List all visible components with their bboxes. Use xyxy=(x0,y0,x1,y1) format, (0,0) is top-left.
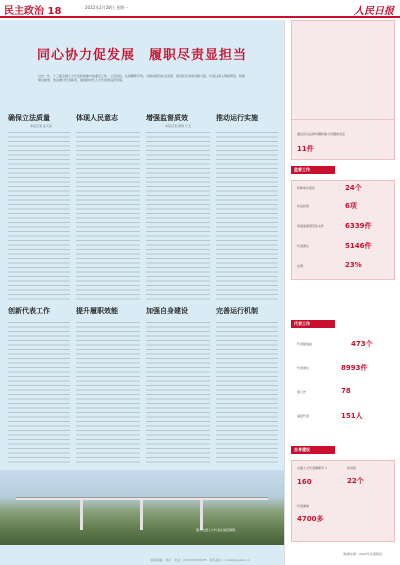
stat-label: 代表建议 xyxy=(297,244,310,248)
newspaper-logo: 人民日报 xyxy=(354,6,394,17)
stat-label: 项工作 xyxy=(297,390,307,394)
data-sidebar xyxy=(284,20,400,565)
section-heading-3: 增强监督质效 xyxy=(146,113,188,122)
page-footer: 版面编辑：贾沂 电话：(010)65363155 联系我们：rmrb@people.cn xyxy=(150,558,250,562)
section-heading-1: 确保立法质量 xyxy=(8,113,50,122)
stat-box-self-building xyxy=(291,460,395,542)
stat-number: 22个 xyxy=(347,477,364,485)
stat-number: 11件 xyxy=(297,145,314,153)
stat-label: 培训班 xyxy=(347,466,357,470)
stat-number: 24个 xyxy=(345,184,362,192)
sidebar-tag-self-building: 自身建设 xyxy=(291,446,335,454)
stat-box-deputies xyxy=(291,20,395,120)
stat-label: 比例 xyxy=(297,264,304,268)
stat-number: 5146件 xyxy=(345,242,372,250)
section-heading-8: 完善运行机制 xyxy=(216,306,258,315)
section-heading-6: 提升履职效能 xyxy=(76,306,118,315)
section-heading-7: 加强自身建设 xyxy=(146,306,188,315)
stat-number: 6项 xyxy=(345,202,357,210)
section-heading-4: 推动运行实施 xyxy=(216,113,258,122)
article-column-7 xyxy=(146,322,210,466)
stat-number: 4700多 xyxy=(297,515,324,523)
stat-label: 代表参加 xyxy=(297,504,310,508)
sidebar-tag-supervision: 监督工作 xyxy=(291,166,335,174)
stat-number: 160 xyxy=(297,478,312,486)
stat-label: 基层代表 xyxy=(297,414,310,418)
byline-3: 本报记者 徐隽 亓玉 xyxy=(165,124,191,128)
stat-number: 8993件 xyxy=(341,364,368,372)
stat-number: 473个 xyxy=(351,340,373,348)
stat-label: 执法检查 xyxy=(297,204,310,208)
article-column-5 xyxy=(8,322,70,466)
photo-caption: 图为全国人大代表在基层调研。 xyxy=(196,528,239,532)
stat-label: 全国人大代表履职学习 xyxy=(297,466,328,470)
section-heading-2: 体现人民意志 xyxy=(76,113,118,122)
article-column-4 xyxy=(216,132,278,300)
article-column-8 xyxy=(216,322,278,466)
article-column-6 xyxy=(76,322,140,466)
section-heading-5: 创新代表工作 xyxy=(8,306,50,315)
data-source: （数据来源：2022年全国两会） xyxy=(341,552,385,556)
article-column-1 xyxy=(8,132,70,300)
headline: 同心协力促发展 履职尽责显担当 xyxy=(36,48,247,63)
intro-text: 过去一年，十三届全国人大代表积极参与常委会工作，立足岗位，认真履职尽责，为推动经济社会发展、促进民生改善贡献力量。代表们深入调查研究，积极建言献策，依法履行代表职责，展现新时代人大代表的良好风貌。 xyxy=(38,74,246,82)
bridge-pier xyxy=(80,500,83,530)
stat-box-supervision xyxy=(291,180,395,280)
stat-label: 审查备案规范性文件 xyxy=(297,224,325,228)
stat-number: 23% xyxy=(345,261,362,269)
article-column-3 xyxy=(146,132,210,300)
issue-date: 2022年2月28日 星期一 xyxy=(85,5,129,10)
stat-number: 78 xyxy=(341,387,351,395)
stat-label: 代表联络站 xyxy=(297,342,313,346)
bridge-pier xyxy=(200,500,203,530)
stat-label: 听取审议报告 xyxy=(297,186,316,190)
stat-number: 151人 xyxy=(341,412,363,420)
page-header xyxy=(0,0,400,18)
bridge-pier xyxy=(140,500,143,530)
article-column-2 xyxy=(76,132,140,300)
section-title: 民主政治 18 xyxy=(4,6,62,17)
byline-1: 本报记者 张天培 xyxy=(30,124,52,128)
headline-banner xyxy=(4,44,280,96)
sidebar-tag-deputies: 代表工作 xyxy=(291,320,335,328)
stat-number: 6339件 xyxy=(345,222,372,230)
stat-label: 通过有关法律问题和重大问题的决定 xyxy=(297,132,346,136)
stat-label: 代表建议 xyxy=(297,366,310,370)
